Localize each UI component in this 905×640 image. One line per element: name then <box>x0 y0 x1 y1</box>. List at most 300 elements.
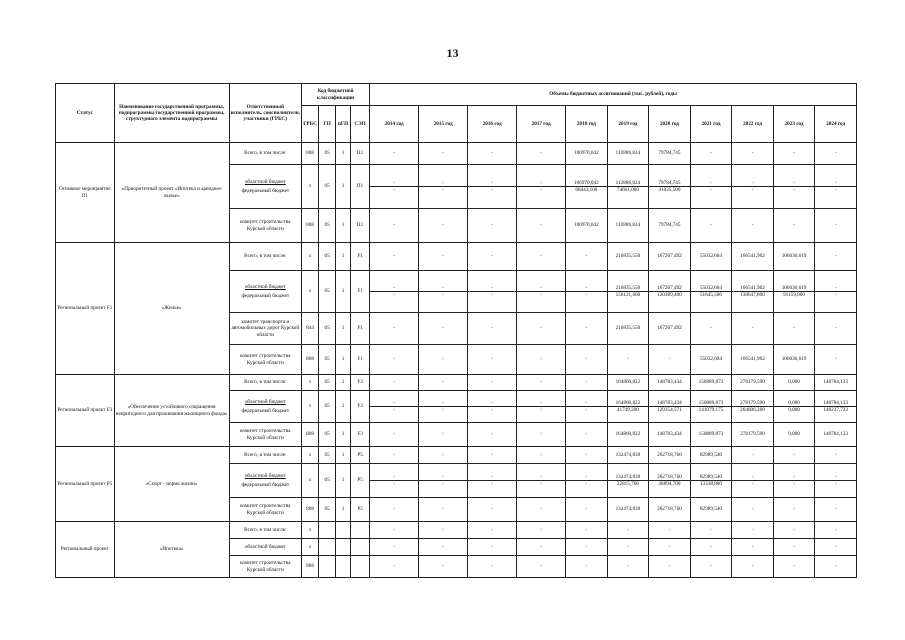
value-cell: - <box>566 243 608 271</box>
value-cell: - <box>370 556 419 578</box>
responsible-cell <box>229 243 301 271</box>
value-cell: - <box>419 375 468 391</box>
value-cell: 148783,434 <box>649 423 691 447</box>
value-cell <box>732 271 774 313</box>
value-federal: 120389,400 <box>649 291 690 298</box>
value-regional: 150889,873 <box>698 399 724 406</box>
value-regional: - <box>442 399 445 406</box>
value-federal: - <box>517 480 565 487</box>
value-split <box>566 474 607 487</box>
value-cell: - <box>468 423 517 447</box>
value-cell: - <box>815 539 857 556</box>
responsible-label: комитет строительства Курской области <box>240 428 291 441</box>
value-regional: 216835,550 <box>615 284 641 291</box>
budget-code-cell: 05 <box>319 209 336 243</box>
value-cell: - <box>732 209 774 243</box>
value-split <box>517 180 565 193</box>
value-cell: 55032,604 <box>690 243 732 271</box>
value-regional: - <box>442 473 445 480</box>
value-cell: - <box>607 345 649 375</box>
value-cell <box>566 391 608 423</box>
budget-code-cell: х <box>302 375 319 391</box>
status-cell: Региональный проект Р5 <box>56 447 115 522</box>
responsible-cell <box>229 522 301 539</box>
header-year: 2014 год <box>370 106 419 143</box>
value-cell: 79784,745 <box>649 143 691 165</box>
responsible-cell <box>229 498 301 522</box>
value-cell <box>815 391 857 423</box>
value-split <box>691 285 732 298</box>
value-cell: - <box>370 143 419 165</box>
value-split <box>566 400 607 413</box>
budget-code-cell <box>351 556 370 578</box>
value-cell: - <box>649 345 691 375</box>
value-cell <box>649 165 691 209</box>
value-cell: 0,000 <box>773 375 815 391</box>
budget-code-cell: 1 <box>336 391 351 423</box>
value-regional: - <box>393 284 396 291</box>
value-cell <box>815 464 857 498</box>
value-split <box>649 180 690 193</box>
value-cell: - <box>419 539 468 556</box>
value-federal: 13338,800 <box>691 480 732 487</box>
responsible-label: комитет строительства Курской области <box>240 219 291 232</box>
value-federal: - <box>815 480 856 487</box>
value-cell: - <box>773 539 815 556</box>
value-federal: 41025,500 <box>649 186 690 193</box>
value-regional: - <box>442 284 445 291</box>
header-year: 2017 год <box>517 106 566 143</box>
budget-code-cell <box>319 556 336 578</box>
value-regional: - <box>393 179 396 186</box>
header-code-pgp: пГП <box>336 106 351 143</box>
header-year: 2018 год <box>566 106 608 143</box>
value-cell: - <box>468 313 517 345</box>
budget-code-cell: 05 <box>319 375 336 391</box>
header-year: 2020 год <box>649 106 691 143</box>
value-split <box>566 180 607 193</box>
budget-code-cell: F1 <box>351 243 370 271</box>
budget-code-cell: 05 <box>319 498 336 522</box>
value-cell: - <box>566 522 608 539</box>
value-regional: - <box>793 179 795 186</box>
value-cell: - <box>468 209 517 243</box>
value-cell: - <box>815 243 857 271</box>
value-split <box>774 400 815 413</box>
value-cell: 148783,434 <box>649 375 691 391</box>
value-cell: - <box>690 209 732 243</box>
budget-code-cell: х <box>302 522 319 539</box>
value-cell: - <box>370 345 419 375</box>
page-number: 13 <box>446 46 459 60</box>
value-cell: - <box>566 345 608 375</box>
budget-code-cell: F3 <box>351 423 370 447</box>
value-cell: 82989,540 <box>690 447 732 464</box>
value-cell: 278179,590 <box>732 375 774 391</box>
regional-budget-label: областной бюджет <box>244 284 286 291</box>
value-cell: - <box>773 313 815 345</box>
value-regional: - <box>540 473 542 480</box>
header-code-gp: ГП <box>319 106 336 143</box>
value-cell: 164860,822 <box>607 423 649 447</box>
header-status: Статус <box>56 84 115 143</box>
value-split <box>774 180 815 193</box>
value-cell: - <box>566 375 608 391</box>
header-responsible: Ответственный исполнитель, соисполнители, участники (ГРБС) <box>229 84 301 143</box>
budget-code-cell: 808 <box>302 209 319 243</box>
value-cell: - <box>517 345 566 375</box>
name-cell: «Ипотека» <box>114 522 229 578</box>
responsible-cell <box>229 375 301 391</box>
value-cell: - <box>732 522 774 539</box>
value-cell: - <box>566 539 608 556</box>
value-cell <box>773 391 815 423</box>
value-regional: - <box>834 284 837 291</box>
value-federal: - <box>419 291 467 298</box>
value-split <box>468 400 516 413</box>
value-cell: 148784,133 <box>815 423 857 447</box>
value-cell: - <box>468 556 517 578</box>
budget-code-cell: 1 <box>336 447 351 464</box>
value-split <box>608 180 649 193</box>
value-federal: - <box>419 186 467 193</box>
value-federal: - <box>732 480 773 487</box>
value-federal: - <box>815 186 856 193</box>
budget-code-cell: 1 <box>336 345 351 375</box>
header-year: 2022 год <box>732 106 774 143</box>
federal-budget-label: федеральный бюджет <box>241 292 290 299</box>
budget-code-cell <box>351 539 370 556</box>
value-split <box>691 400 732 413</box>
value-regional: - <box>540 179 542 186</box>
value-regional: 79784,745 <box>658 179 681 186</box>
value-split <box>517 400 565 413</box>
value-split <box>566 285 607 298</box>
value-regional: 148784,133 <box>823 399 848 406</box>
value-cell <box>773 271 815 313</box>
value-split <box>732 285 773 298</box>
value-federal: 51645,500 <box>691 291 732 298</box>
budget-code-cell: 1 <box>336 498 351 522</box>
value-cell: 150889,873 <box>690 423 732 447</box>
value-cell: - <box>815 345 857 375</box>
budget-code-cell: 844 <box>302 313 319 345</box>
budget-code-cell: П1 <box>351 143 370 165</box>
value-regional: 112886,824 <box>615 179 641 186</box>
value-cell: - <box>732 498 774 522</box>
value-cell <box>690 271 732 313</box>
value-cell: 106036,619 <box>773 345 815 375</box>
responsible-cell <box>229 345 301 375</box>
value-cell: 166541,962 <box>732 243 774 271</box>
budget-code-cell: х <box>302 165 319 209</box>
value-cell: - <box>815 313 857 345</box>
value-cell: - <box>732 447 774 464</box>
value-cell: - <box>815 143 857 165</box>
value-federal: - <box>566 291 607 298</box>
value-federal: 22815,700 <box>608 480 649 487</box>
budget-code-cell <box>351 522 370 539</box>
value-cell: - <box>690 539 732 556</box>
value-cell: - <box>419 556 468 578</box>
value-cell: - <box>566 498 608 522</box>
value-regional: 106970,042 <box>574 179 599 186</box>
value-cell: - <box>690 522 732 539</box>
table-row <box>56 447 857 464</box>
value-regional: 262718,760 <box>657 473 682 480</box>
value-split <box>691 180 732 193</box>
value-cell: - <box>517 423 566 447</box>
value-split <box>649 285 690 298</box>
value-cell <box>419 165 468 209</box>
value-cell: - <box>566 447 608 464</box>
value-cell <box>566 165 608 209</box>
value-split <box>419 285 467 298</box>
value-regional: - <box>585 399 588 406</box>
value-cell: - <box>815 209 857 243</box>
value-cell: - <box>370 447 419 464</box>
value-regional: - <box>540 399 542 406</box>
budget-code-cell: 1 <box>336 143 351 165</box>
responsible-label: Всего, в том числе: <box>244 253 287 260</box>
budget-code-cell: 808 <box>302 498 319 522</box>
value-federal: - <box>370 186 418 193</box>
value-split <box>419 474 467 487</box>
value-split <box>517 474 565 487</box>
value-cell: - <box>773 522 815 539</box>
responsible-label: Всего, в том числе: <box>244 451 287 458</box>
budget-code-cell: 1 <box>336 271 351 313</box>
value-cell <box>419 271 468 313</box>
value-cell: - <box>517 447 566 464</box>
budget-code-cell: 05 <box>319 243 336 271</box>
value-regional: - <box>491 179 493 186</box>
budget-code-cell: F3 <box>351 391 370 423</box>
value-federal: 91159,000 <box>774 291 815 298</box>
value-cell: 112886,824 <box>607 209 649 243</box>
value-cell: - <box>607 556 649 578</box>
value-split <box>815 400 856 413</box>
responsible-label: комитет строительства Курской области <box>240 503 291 516</box>
value-cell: - <box>468 345 517 375</box>
budget-allocation-table <box>55 83 857 578</box>
budget-code-cell: 1 <box>336 313 351 345</box>
value-cell <box>517 464 566 498</box>
value-federal: - <box>517 406 565 413</box>
value-cell <box>690 391 732 423</box>
budget-code-cell: 05 <box>319 423 336 447</box>
regional-budget-label: областной бюджет <box>244 473 286 480</box>
value-federal: - <box>419 480 467 487</box>
table-row <box>56 522 857 539</box>
budget-code-cell: F1 <box>351 345 370 375</box>
value-split <box>370 180 418 193</box>
value-regional: - <box>751 179 754 186</box>
budget-code-cell <box>336 556 351 578</box>
value-cell: - <box>773 556 815 578</box>
value-split <box>732 474 773 487</box>
responsible-label: Всего, в том числе: <box>244 526 287 533</box>
value-regional: 166541,962 <box>740 284 765 291</box>
header-year: 2015 год <box>419 106 468 143</box>
value-federal: - <box>419 406 467 413</box>
budget-code-cell: 1 <box>336 464 351 498</box>
responsible-cell <box>229 209 301 243</box>
value-regional: - <box>585 284 588 291</box>
value-federal: - <box>815 291 856 298</box>
value-federal: 48894,700 <box>649 480 690 487</box>
value-regional: - <box>793 473 795 480</box>
value-cell <box>370 165 419 209</box>
value-cell: - <box>732 143 774 165</box>
table-row <box>56 143 857 165</box>
responsible-cell <box>229 391 301 423</box>
value-cell: - <box>468 143 517 165</box>
header-year: 2024 год <box>815 106 857 143</box>
value-cell <box>370 391 419 423</box>
value-cell: 262718,760 <box>649 498 691 522</box>
value-regional: 132474,830 <box>615 473 641 480</box>
value-cell <box>815 165 857 209</box>
responsible-cell <box>229 423 301 447</box>
budget-code-cell: Р5 <box>351 464 370 498</box>
value-cell: 216835,550 <box>607 243 649 271</box>
value-regional: - <box>710 179 712 186</box>
budget-code-cell <box>319 539 336 556</box>
value-cell: - <box>419 209 468 243</box>
value-regional: - <box>834 473 837 480</box>
value-cell: - <box>773 209 815 243</box>
value-cell: - <box>773 143 815 165</box>
value-federal: - <box>468 480 516 487</box>
value-cell: - <box>517 498 566 522</box>
value-cell: - <box>607 539 649 556</box>
value-federal: 0,000 <box>774 406 815 413</box>
budget-code-cell: 05 <box>319 345 336 375</box>
value-cell: 132474,830 <box>607 498 649 522</box>
value-cell <box>370 271 419 313</box>
value-split <box>370 400 418 413</box>
value-cell: - <box>517 243 566 271</box>
value-regional: - <box>585 473 588 480</box>
value-cell: - <box>517 143 566 165</box>
value-split <box>608 474 649 487</box>
value-split <box>815 285 856 298</box>
value-cell <box>419 391 468 423</box>
value-federal: 68443,100 <box>566 186 607 193</box>
value-cell: 106970,042 <box>566 143 608 165</box>
value-cell: - <box>419 143 468 165</box>
value-regional: 278179,590 <box>740 399 765 406</box>
value-federal: 148237,733 <box>815 406 856 413</box>
value-cell: - <box>773 498 815 522</box>
budget-code-cell: Р5 <box>351 498 370 522</box>
value-cell: - <box>517 539 566 556</box>
value-cell <box>517 391 566 423</box>
value-split <box>815 180 856 193</box>
status-cell: Региональный проект <box>56 522 115 578</box>
value-cell <box>607 165 649 209</box>
value-cell <box>690 165 732 209</box>
budget-code-cell: П1 <box>351 209 370 243</box>
budget-code-cell: 1 <box>336 243 351 271</box>
value-federal: - <box>774 480 815 487</box>
name-cell: «Жилье» <box>114 243 229 375</box>
value-cell: - <box>773 447 815 464</box>
value-split <box>649 400 690 413</box>
value-federal: - <box>370 291 418 298</box>
value-regional: 0,000 <box>788 399 800 406</box>
value-cell: - <box>468 539 517 556</box>
budget-code-cell: 05 <box>319 313 336 345</box>
value-cell: - <box>649 522 691 539</box>
budget-code-cell: 1 <box>336 375 351 391</box>
value-split <box>774 474 815 487</box>
value-federal: 264606,268 <box>732 406 773 413</box>
value-regional: - <box>491 284 493 291</box>
value-cell: - <box>566 556 608 578</box>
value-split <box>691 474 732 487</box>
value-cell: 262718,760 <box>649 447 691 464</box>
value-cell: - <box>468 522 517 539</box>
budget-code-cell: Р5 <box>351 447 370 464</box>
value-cell <box>732 464 774 498</box>
value-cell <box>607 391 649 423</box>
value-cell: - <box>468 447 517 464</box>
responsible-cell <box>229 313 301 345</box>
budget-code-cell: 05 <box>319 464 336 498</box>
value-cell <box>773 165 815 209</box>
budget-code-cell: 1 <box>336 165 351 209</box>
value-federal: - <box>774 186 815 193</box>
value-cell: - <box>370 539 419 556</box>
value-cell <box>468 165 517 209</box>
value-cell: - <box>517 209 566 243</box>
value-cell <box>566 464 608 498</box>
name-cell: «Обеспечение устойчивого сокращения непригодного для проживания жилищного фонда» <box>114 375 229 447</box>
budget-code-cell: 808 <box>302 556 319 578</box>
header-year: 2019 год <box>607 106 649 143</box>
name-cell: «Приоритетный проект «Ипотека и арендное жилье» <box>114 143 229 243</box>
federal-budget-label: федеральный бюджет <box>241 187 290 194</box>
value-federal: 129354,571 <box>649 406 690 413</box>
value-cell: - <box>419 447 468 464</box>
value-cell: - <box>419 243 468 271</box>
value-cell: - <box>370 423 419 447</box>
header-code-sep: СЭП <box>351 106 370 143</box>
budget-code-cell: 05 <box>319 165 336 209</box>
budget-code-cell: х <box>302 464 319 498</box>
value-cell: 0,000 <box>773 423 815 447</box>
name-cell: «Спорт - норма жизни» <box>114 447 229 522</box>
value-split <box>774 285 815 298</box>
value-cell <box>607 464 649 498</box>
federal-budget-label: федеральный бюджет <box>241 481 290 488</box>
value-cell: 55032,604 <box>690 345 732 375</box>
value-federal: - <box>370 480 418 487</box>
value-cell <box>468 391 517 423</box>
value-federal: - <box>468 186 516 193</box>
value-cell <box>649 464 691 498</box>
value-cell <box>732 391 774 423</box>
value-split <box>468 285 516 298</box>
value-split <box>732 180 773 193</box>
value-cell: 82989,540 <box>690 498 732 522</box>
header-volumes: Объемы бюджетных ассигнований (тыс. рублей), годы <box>370 84 857 106</box>
responsible-label: Всего, в том числе: <box>244 150 287 157</box>
responsible-cell <box>229 165 301 209</box>
budget-code-cell: 808 <box>302 345 319 375</box>
